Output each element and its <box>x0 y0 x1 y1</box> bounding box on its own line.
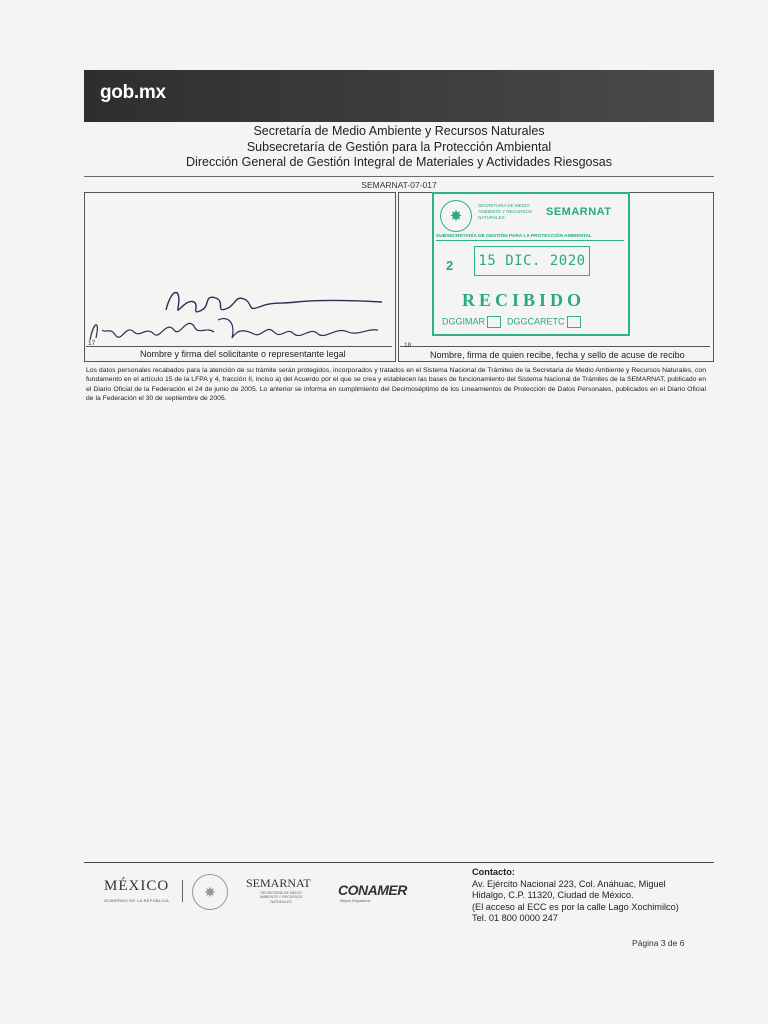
stamp-tag-dggimar: DGGIMAR <box>442 316 501 328</box>
applicant-signature-line <box>86 346 392 347</box>
applicant-signature <box>86 280 386 350</box>
contact-phone: Tel. 01 800 0000 247 <box>472 913 558 923</box>
logo-separator <box>182 880 183 902</box>
receiver-caption: Nombre, firma de quien recibe, fecha y sello de acuse de recibo <box>430 350 685 360</box>
checkbox-icon <box>567 316 581 328</box>
title-subsecretaria: Subsecretaría de Gestión para la Protección Ambiental <box>246 139 552 154</box>
document-titles <box>84 124 714 171</box>
stamp-status: RECIBIDO <box>462 290 586 310</box>
title-divider <box>84 176 714 177</box>
semarnat-logo-subtitle: SECRETARÍA DE MEDIO AMBIENTE Y RECURSOS NATURALES <box>259 891 303 904</box>
gobmx-logo: gob.mx <box>100 82 166 103</box>
stamp-number: 2 <box>446 258 454 273</box>
semarnat-logo: SEMARNAT <box>246 876 311 890</box>
checkbox-icon <box>487 316 501 328</box>
stamp-org: SECRETARÍA DE MEDIO AMBIENTE Y RECURSOS NATURALES <box>478 203 532 220</box>
stamp-date: 15 DIC. 2020 <box>474 246 590 276</box>
applicant-caption: Nombre y firma del solicitante o representante legal <box>140 349 346 359</box>
national-seal-icon: ✸ <box>192 874 228 910</box>
field-number-17: 17 <box>88 340 96 347</box>
contact-heading: Contacto: <box>472 867 515 877</box>
stamp-department: SUBSECRETARÍA DE GESTIÓN PARA LA PROTECCIÓN AMBIENTAL <box>436 234 624 241</box>
page-number: Página 3 de 6 <box>632 938 685 948</box>
stamp-tags <box>442 316 581 328</box>
contact-access-note: (El acceso al ECC es por la calle Lago Xochimilco) <box>472 901 679 912</box>
gobmx-header-bar <box>84 70 714 122</box>
conamer-logo-subtitle: Mejora Regulatoria <box>340 899 371 903</box>
received-stamp <box>432 192 630 336</box>
footer-divider <box>84 862 714 863</box>
conamer-logo: CONAMER <box>338 882 407 898</box>
receiver-line <box>400 346 710 347</box>
field-number-18: 18 <box>404 342 412 349</box>
mexico-logo-subtitle: GOBIERNO DE LA REPÚBLICA <box>104 898 169 903</box>
contact-address-2: Hidalgo, C.P. 11320, Ciudad de México. <box>472 890 634 900</box>
stamp-brand: SEMARNAT <box>546 206 612 218</box>
title-secretaria: Secretaría de Medio Ambiente y Recursos Naturales <box>253 124 545 138</box>
eagle-seal-icon: ✸ <box>440 200 472 232</box>
title-direccion: Dirección General de Gestión Integral de Materiales y Actividades Riesgosas <box>186 155 612 169</box>
contact-block <box>472 867 722 925</box>
form-code: SEMARNAT-07-017 <box>361 180 437 190</box>
privacy-notice: Los datos personales recabados para la atención de su trámite serán protegidos, incorporados y tratados en el Sistema Nacional de Trámites de la Secretaría de Medio Ambiente y Recursos Naturales, con fundamento en el artículo 15 de la LFPA y 4, fracción II, inciso a) del Acuerdo por el que se crea y establecen las bases de funcionamiento del Sistema Nacional de Trámites de la SEMARNAT, publicado en el Diario Oficial de la Federación el 24 de junio de 2005. Lo anterior se informa en cumplimiento del Decimoséptimo de los Lineamientos de Protección de Datos Personales, publicados en el Diario Oficial de la Federación el 30 de septiembre de 2005. <box>86 367 706 403</box>
mexico-logo: MÉXICO <box>104 878 170 894</box>
contact-address-1: Av. Ejército Nacional 223, Col. Anáhuac, Miguel <box>472 878 666 889</box>
stamp-tag-dggcaretc: DGGCARETC <box>507 316 581 328</box>
